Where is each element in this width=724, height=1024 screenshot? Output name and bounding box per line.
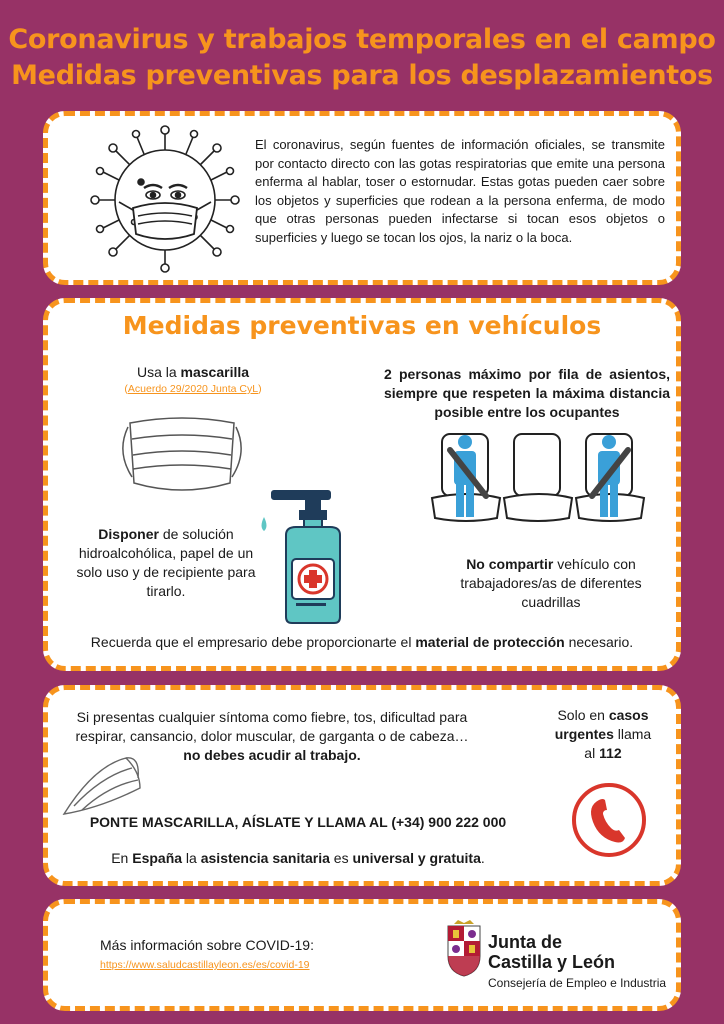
- health-mid2: es: [329, 850, 353, 866]
- org-department: Consejería de Empleo e Industria: [488, 976, 667, 990]
- phone-icon: [571, 782, 647, 858]
- vehicles-heading: Medidas preventivas en vehículos: [122, 311, 602, 340]
- urgent-bold: casos urgentes: [554, 707, 649, 742]
- symptoms-card: [43, 685, 681, 886]
- more-info-label: Más información sobre COVID-19:: [100, 937, 314, 953]
- mask-text: Usa la: [136, 364, 181, 380]
- share-bold: No compartir: [466, 556, 554, 572]
- face-mask-icon: [118, 415, 246, 495]
- urgent-mid: llama al: [584, 726, 652, 761]
- ref-close: ): [258, 383, 262, 395]
- sanitizer-bottle-icon: [258, 485, 358, 627]
- mask-reference-link[interactable]: Acuerdo 29/2020 Junta CyL: [127, 383, 259, 395]
- vehicles-card: [43, 298, 681, 671]
- page-subtitle: Medidas preventivas para los desplazamientos: [11, 60, 713, 91]
- intro-card: [43, 111, 681, 285]
- share-text: vehículo con trabajadores/as de diferentes cuadrillas: [460, 556, 642, 610]
- no-share-rule: [444, 555, 658, 612]
- dispose-text: de solución hidroalcohólica, papel de un solo uso y de recipiente para tirarlo.: [76, 526, 256, 599]
- dispose-bold: Disponer: [98, 526, 159, 542]
- health-mid1: la: [182, 850, 201, 866]
- mask-instruction: [98, 363, 288, 382]
- health-pre: En: [111, 850, 133, 866]
- org-name-line2: Castilla y León: [488, 952, 616, 972]
- car-seats-icon: [428, 428, 650, 524]
- health-end: .: [480, 850, 485, 866]
- mask-bold: mascarilla: [180, 364, 250, 380]
- urgent-pre: Solo en: [557, 707, 609, 723]
- reminder-text: Recuerda que el empresario debe proporcionarte el: [90, 634, 416, 650]
- health-service: asistencia sanitaria: [200, 850, 330, 866]
- seats-rule: 2 personas máximo por fila de asientos, siempre que respeten la máxima distancia posible entre los ocupantes: [384, 366, 670, 420]
- urgent-call-text: [548, 706, 658, 763]
- protection-reminder: [48, 633, 676, 652]
- emergency-number: 112: [599, 745, 622, 761]
- sanitizer-instruction: [76, 525, 256, 601]
- ref-open: (: [124, 383, 128, 395]
- health-care-note: [48, 849, 548, 868]
- virus-with-mask-icon: [86, 122, 244, 274]
- symptoms-body: Si presentas cualquier síntoma como fiebre, tos, dificultad para respirar, cansancio, dolor muscular, de garganta o de cabeza…: [75, 709, 469, 744]
- health-country: España: [132, 850, 183, 866]
- mask-reference: [98, 383, 288, 395]
- symptoms-bold: no debes acudir al trabajo.: [183, 747, 361, 763]
- page-title: Coronavirus y trabajos temporales en el campo: [8, 24, 716, 55]
- footer-card: [43, 899, 681, 1011]
- call-instruction: PONTE MASCARILLA, AÍSLATE Y LLAMA AL (+34) 900 222 000: [89, 814, 507, 830]
- reminder-end: necesario.: [564, 634, 634, 650]
- covid-info-link[interactable]: https://www.saludcastillayleon.es/es/covid-19: [100, 959, 310, 971]
- org-name-line1: Junta de: [488, 932, 563, 952]
- castilla-leon-shield-icon: [446, 918, 482, 978]
- health-quality: universal y gratuita: [352, 850, 481, 866]
- intro-paragraph: El coronavirus, según fuentes de información oficiales, se transmite por contacto directo con las gotas respiratorias que emite una persona enferma al hablar, toser o estornudar. Estas gotas pueden caer sobre los objetos y superficies que rodean a la persona enferma, de modo que otras personas pueden infectarse si tocan esos objetos o superficies y luego se tocan los ojos, la nariz o la boca.: [255, 137, 665, 245]
- reminder-bold: material de protección: [415, 634, 565, 650]
